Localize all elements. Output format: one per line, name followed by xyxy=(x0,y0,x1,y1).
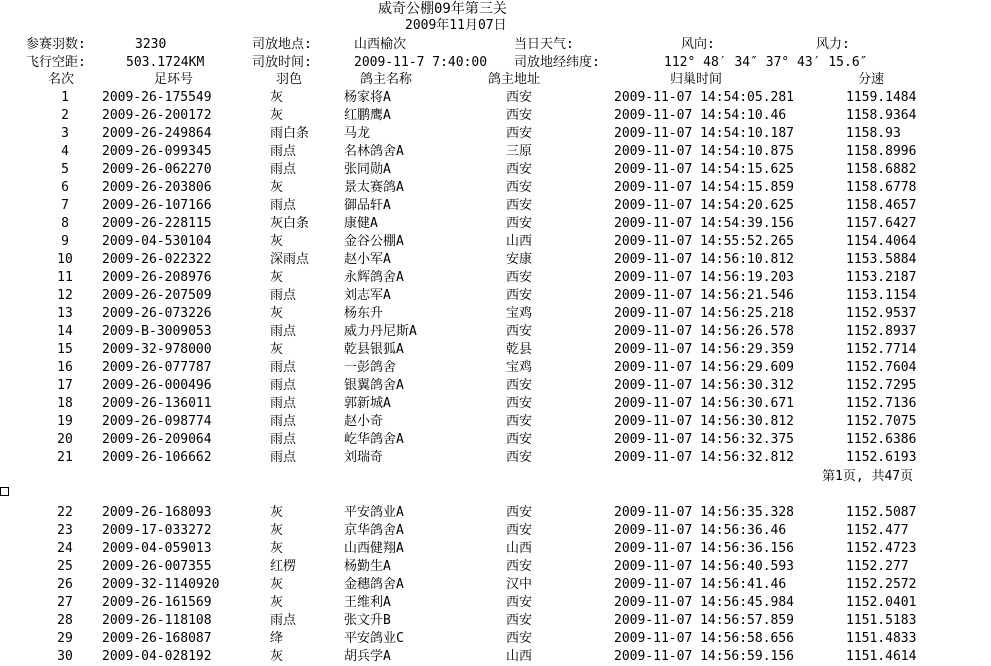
cell-time: 2009-11-07 14:56:10.812 xyxy=(614,252,795,267)
cell-rank: 18 xyxy=(57,396,73,411)
cell-addr: 西安 xyxy=(506,90,533,105)
cell-rank: 7 xyxy=(61,198,69,213)
cell-owner: 平安鸽业A xyxy=(344,505,404,520)
cell-color: 雨点 xyxy=(270,378,297,393)
table-row xyxy=(0,233,991,251)
document-date: 2009年11月07日 xyxy=(405,18,507,33)
cell-rank: 30 xyxy=(57,649,73,664)
table-row xyxy=(0,377,991,395)
cell-addr: 西安 xyxy=(506,198,533,213)
cell-speed: 1158.6778 xyxy=(846,180,917,195)
cell-addr: 山西 xyxy=(506,234,533,249)
cell-time: 2009-11-07 14:56:58.656 xyxy=(614,631,795,646)
cell-time: 2009-11-07 14:54:10.187 xyxy=(614,126,795,141)
table-row xyxy=(0,648,991,666)
table-row xyxy=(0,504,991,522)
cell-time: 2009-11-07 14:54:15.859 xyxy=(614,180,795,195)
cell-rank: 2 xyxy=(61,108,69,123)
table-row xyxy=(0,359,991,377)
cell-ring: 2009-26-161569 xyxy=(102,595,212,610)
cell-addr: 西安 xyxy=(506,450,533,465)
cell-ring: 2009-26-203806 xyxy=(102,180,212,195)
cell-addr: 山西 xyxy=(506,541,533,556)
column-headers xyxy=(0,71,991,89)
cell-rank: 3 xyxy=(61,126,69,141)
cell-time: 2009-11-07 14:56:36.46 xyxy=(614,523,787,538)
table-row xyxy=(0,305,991,323)
cell-color: 灰白条 xyxy=(270,216,310,231)
cell-rank: 14 xyxy=(57,324,73,339)
cell-ring: 2009-04-059013 xyxy=(102,541,212,556)
info-line-2 xyxy=(0,54,991,72)
cell-owner: 刘志军A xyxy=(344,288,391,303)
cell-speed: 1153.2187 xyxy=(846,270,917,285)
cell-speed: 1152.7604 xyxy=(846,360,917,375)
cell-owner: 杨勤生A xyxy=(344,559,391,574)
cell-owner: 屹华鸽舍A xyxy=(344,432,404,447)
cell-owner: 京华鸽舍A xyxy=(344,523,404,538)
cell-addr: 西安 xyxy=(506,595,533,610)
cell-speed: 1153.1154 xyxy=(846,288,917,303)
cell-color: 灰 xyxy=(270,108,284,123)
cell-owner: 郭新城A xyxy=(344,396,391,411)
cell-time: 2009-11-07 14:56:32.812 xyxy=(614,450,795,465)
cell-time: 2009-11-07 14:56:45.984 xyxy=(614,595,795,610)
cell-ring: 2009-04-028192 xyxy=(102,649,212,664)
cell-ring: 2009-26-168093 xyxy=(102,505,212,520)
cell-rank: 5 xyxy=(61,162,69,177)
cell-owner: 赵小军A xyxy=(344,252,391,267)
cell-rank: 19 xyxy=(57,414,73,429)
cell-ring: 2009-26-200172 xyxy=(102,108,212,123)
cell-addr: 宝鸡 xyxy=(506,360,533,375)
cell-speed: 1158.4657 xyxy=(846,198,917,213)
cell-owner: 张文升B xyxy=(344,613,391,628)
cell-ring: 2009-26-208976 xyxy=(102,270,212,285)
cell-speed: 1152.4723 xyxy=(846,541,917,556)
table-row xyxy=(0,107,991,125)
cell-color: 深雨点 xyxy=(270,252,310,267)
distance-label: 飞行空距: xyxy=(26,55,86,70)
cell-ring: 2009-B-3009053 xyxy=(102,324,212,339)
cell-speed: 1152.0401 xyxy=(846,595,917,610)
cell-speed: 1152.7136 xyxy=(846,396,917,411)
table-row xyxy=(0,594,991,612)
cell-ring: 2009-26-073226 xyxy=(102,306,212,321)
entries-label: 参赛羽数: xyxy=(26,37,86,52)
cell-time: 2009-11-07 14:56:32.375 xyxy=(614,432,795,447)
cell-speed: 1152.8937 xyxy=(846,324,917,339)
cell-color: 雨点 xyxy=(270,450,297,465)
cell-color: 雨点 xyxy=(270,198,297,213)
cell-addr: 西安 xyxy=(506,505,533,520)
cell-speed: 1154.4064 xyxy=(846,234,917,249)
cell-time: 2009-11-07 14:56:30.312 xyxy=(614,378,795,393)
weather-label: 当日天气: xyxy=(514,37,574,52)
cell-owner: 银翼鸽舍A xyxy=(344,378,404,393)
coords-label: 司放地经纬度: xyxy=(514,55,600,70)
cell-ring: 2009-26-000496 xyxy=(102,378,212,393)
cell-time: 2009-11-07 14:54:39.156 xyxy=(614,216,795,231)
cell-speed: 1152.277 xyxy=(846,559,909,574)
cell-time: 2009-11-07 14:56:30.812 xyxy=(614,414,795,429)
cell-speed: 1151.5183 xyxy=(846,613,917,628)
table-row xyxy=(0,612,991,630)
cell-rank: 13 xyxy=(57,306,73,321)
cell-addr: 乾县 xyxy=(506,342,533,357)
cell-rank: 21 xyxy=(57,450,73,465)
table-row xyxy=(0,558,991,576)
table-row xyxy=(0,161,991,179)
cell-time: 2009-11-07 14:54:10.46 xyxy=(614,108,787,123)
cell-owner: 威力丹尼斯A xyxy=(344,324,417,339)
cell-ring: 2009-26-007355 xyxy=(102,559,212,574)
cell-addr: 西安 xyxy=(506,396,533,411)
cell-rank: 29 xyxy=(57,631,73,646)
cell-speed: 1159.1484 xyxy=(846,90,917,105)
cell-addr: 西安 xyxy=(506,180,533,195)
table-row xyxy=(0,576,991,594)
distance-value: 503.1724KM xyxy=(126,55,205,70)
cell-ring: 2009-32-978000 xyxy=(102,342,212,357)
cell-time: 2009-11-07 14:56:35.328 xyxy=(614,505,795,520)
cell-color: 雨点 xyxy=(270,432,297,447)
cell-addr: 三原 xyxy=(506,144,533,159)
cell-addr: 西安 xyxy=(506,162,533,177)
cell-owner: 金穗鸽舍A xyxy=(344,577,404,592)
cell-color: 灰 xyxy=(270,180,284,195)
cell-time: 2009-11-07 14:56:25.218 xyxy=(614,306,795,321)
table-row xyxy=(0,197,991,215)
col-color-header: 羽色 xyxy=(276,72,303,87)
info-line-1 xyxy=(0,36,991,54)
cell-rank: 25 xyxy=(57,559,73,574)
cell-owner: 红鹏鹰A xyxy=(344,108,391,123)
cell-color: 雨白条 xyxy=(270,126,310,141)
cell-ring: 2009-26-077787 xyxy=(102,360,212,375)
cell-ring: 2009-26-175549 xyxy=(102,90,212,105)
cell-owner: 乾县银狐A xyxy=(344,342,404,357)
cell-color: 灰 xyxy=(270,270,284,285)
cell-rank: 9 xyxy=(61,234,69,249)
cell-rank: 17 xyxy=(57,378,73,393)
cell-addr: 西安 xyxy=(506,108,533,123)
wind-direction-label: 风向: xyxy=(681,37,715,52)
cell-time: 2009-11-07 14:54:10.875 xyxy=(614,144,795,159)
cell-color: 雨点 xyxy=(270,288,297,303)
cell-color: 雨点 xyxy=(270,613,297,628)
release-place-label: 司放地点: xyxy=(252,37,312,52)
cell-ring: 2009-26-062270 xyxy=(102,162,212,177)
cell-speed: 1158.93 xyxy=(846,126,901,141)
cell-owner: 一彭鸽舍 xyxy=(344,360,397,375)
cell-speed: 1152.9537 xyxy=(846,306,917,321)
cell-rank: 10 xyxy=(57,252,73,267)
cell-ring: 2009-26-168087 xyxy=(102,631,212,646)
cell-time: 2009-11-07 14:56:57.859 xyxy=(614,613,795,628)
cell-owner: 景太赛鸽A xyxy=(344,180,404,195)
cell-color: 灰 xyxy=(270,541,284,556)
cell-addr: 西安 xyxy=(506,559,533,574)
table-row xyxy=(0,449,991,467)
col-address-header: 鸽主地址 xyxy=(488,72,541,87)
cell-ring: 2009-26-118108 xyxy=(102,613,212,628)
cell-color: 灰 xyxy=(270,523,284,538)
cell-time: 2009-11-07 14:56:29.609 xyxy=(614,360,795,375)
cell-addr: 西安 xyxy=(506,288,533,303)
cell-color: 雨点 xyxy=(270,360,297,375)
cell-color: 灰 xyxy=(270,649,284,664)
cell-color: 雨点 xyxy=(270,414,297,429)
table-row xyxy=(0,522,991,540)
col-speed-header: 分速 xyxy=(858,72,885,87)
cell-rank: 12 xyxy=(57,288,73,303)
page-indicator: 第1页, 共47页 xyxy=(822,469,914,484)
cell-rank: 8 xyxy=(61,216,69,231)
table-row xyxy=(0,89,991,107)
table-row xyxy=(0,323,991,341)
release-time-value: 2009-11-7 7:40:00 xyxy=(354,55,488,70)
cell-color: 灰 xyxy=(270,234,284,249)
cell-owner: 金谷公棚A xyxy=(344,234,404,249)
cell-owner: 康健A xyxy=(344,216,378,231)
cell-time: 2009-11-07 14:54:05.281 xyxy=(614,90,795,105)
cell-speed: 1152.5087 xyxy=(846,505,917,520)
cell-ring: 2009-26-209064 xyxy=(102,432,212,447)
cell-speed: 1158.8996 xyxy=(846,144,917,159)
cell-time: 2009-11-07 14:56:41.46 xyxy=(614,577,787,592)
cell-owner: 杨家将A xyxy=(344,90,391,105)
cell-rank: 11 xyxy=(57,270,73,285)
document-title: 威奇公棚09年第三关 xyxy=(378,1,507,17)
cell-rank: 22 xyxy=(57,505,73,520)
entries-value: 3230 xyxy=(135,37,167,52)
cell-addr: 安康 xyxy=(506,252,533,267)
cell-addr: 宝鸡 xyxy=(506,306,533,321)
cell-time: 2009-11-07 14:54:20.625 xyxy=(614,198,795,213)
col-ring-header: 足环号 xyxy=(154,72,194,87)
cell-color: 灰 xyxy=(270,577,284,592)
col-owner-header: 鸽主名称 xyxy=(360,72,413,87)
cell-speed: 1158.6882 xyxy=(846,162,917,177)
cell-color: 红楞 xyxy=(270,559,297,574)
cell-color: 雨点 xyxy=(270,162,297,177)
cell-color: 灰 xyxy=(270,90,284,105)
cell-ring: 2009-26-099345 xyxy=(102,144,212,159)
coords-value: 112° 48′ 34″ 37° 43′ 15.6″ xyxy=(664,55,868,70)
cell-ring: 2009-26-022322 xyxy=(102,252,212,267)
table-row xyxy=(0,215,991,233)
cell-owner: 永辉鸽舍A xyxy=(344,270,404,285)
cell-ring: 2009-26-106662 xyxy=(102,450,212,465)
cell-color: 灰 xyxy=(270,306,284,321)
col-time-header: 归巢时间 xyxy=(670,72,723,87)
cell-color: 雨点 xyxy=(270,144,297,159)
cell-owner: 名林鸽舍A xyxy=(344,144,404,159)
cell-speed: 1153.5884 xyxy=(846,252,917,267)
cell-color: 雨点 xyxy=(270,324,297,339)
table-row xyxy=(0,431,991,449)
cell-speed: 1152.477 xyxy=(846,523,909,538)
cell-rank: 27 xyxy=(57,595,73,610)
cell-speed: 1151.4614 xyxy=(846,649,917,664)
cell-color: 灰 xyxy=(270,342,284,357)
cell-speed: 1152.6386 xyxy=(846,432,917,447)
cell-rank: 24 xyxy=(57,541,73,556)
cell-speed: 1157.6427 xyxy=(846,216,917,231)
cell-addr: 汉中 xyxy=(506,577,533,592)
cell-rank: 1 xyxy=(61,90,69,105)
cell-owner: 杨东升 xyxy=(344,306,384,321)
cell-ring: 2009-32-1140920 xyxy=(102,577,220,592)
cell-addr: 西安 xyxy=(506,613,533,628)
cell-addr: 西安 xyxy=(506,378,533,393)
table-row xyxy=(0,269,991,287)
cell-time: 2009-11-07 14:56:59.156 xyxy=(614,649,795,664)
cell-owner: 御品轩A xyxy=(344,198,391,213)
cell-speed: 1152.7714 xyxy=(846,342,917,357)
cell-time: 2009-11-07 14:56:29.359 xyxy=(614,342,795,357)
cell-time: 2009-11-07 14:56:40.593 xyxy=(614,559,795,574)
cell-color: 灰 xyxy=(270,595,284,610)
cell-addr: 山西 xyxy=(506,649,533,664)
cell-ring: 2009-26-107166 xyxy=(102,198,212,213)
cell-time: 2009-11-07 14:56:21.546 xyxy=(614,288,795,303)
cell-addr: 西安 xyxy=(506,126,533,141)
cell-owner: 马龙 xyxy=(344,126,371,141)
cell-rank: 28 xyxy=(57,613,73,628)
table-row xyxy=(0,287,991,305)
cell-owner: 赵小奇 xyxy=(344,414,384,429)
cell-ring: 2009-17-033272 xyxy=(102,523,212,538)
cell-ring: 2009-26-098774 xyxy=(102,414,212,429)
cell-speed: 1152.7295 xyxy=(846,378,917,393)
cell-owner: 刘瑞奇 xyxy=(344,450,384,465)
release-time-label: 司放时间: xyxy=(252,55,312,70)
table-row xyxy=(0,630,991,648)
table-row xyxy=(0,413,991,431)
cell-addr: 西安 xyxy=(506,324,533,339)
cell-owner: 张同勋A xyxy=(344,162,391,177)
cell-ring: 2009-04-530104 xyxy=(102,234,212,249)
table-row xyxy=(0,540,991,558)
page-break-marker xyxy=(0,487,9,496)
cell-color: 雨点 xyxy=(270,396,297,411)
cell-speed: 1152.6193 xyxy=(846,450,917,465)
cell-ring: 2009-26-136011 xyxy=(102,396,212,411)
cell-time: 2009-11-07 14:56:26.578 xyxy=(614,324,795,339)
cell-color: 灰 xyxy=(270,505,284,520)
cell-time: 2009-11-07 14:54:15.625 xyxy=(614,162,795,177)
cell-addr: 西安 xyxy=(506,523,533,538)
cell-speed: 1152.7075 xyxy=(846,414,917,429)
table-row xyxy=(0,125,991,143)
table-row xyxy=(0,143,991,161)
cell-owner: 山西健翔A xyxy=(344,541,404,556)
col-rank-header: 名次 xyxy=(48,72,75,87)
cell-rank: 23 xyxy=(57,523,73,538)
table-row xyxy=(0,251,991,269)
table-row xyxy=(0,179,991,197)
cell-rank: 15 xyxy=(57,342,73,357)
cell-rank: 4 xyxy=(61,144,69,159)
cell-time: 2009-11-07 14:56:30.671 xyxy=(614,396,795,411)
cell-addr: 西安 xyxy=(506,414,533,429)
cell-time: 2009-11-07 14:56:36.156 xyxy=(614,541,795,556)
cell-owner: 王维利A xyxy=(344,595,391,610)
table-row xyxy=(0,341,991,359)
cell-addr: 西安 xyxy=(506,270,533,285)
cell-ring: 2009-26-207509 xyxy=(102,288,212,303)
release-place-value: 山西榆次 xyxy=(354,37,407,52)
cell-ring: 2009-26-228115 xyxy=(102,216,212,231)
cell-rank: 20 xyxy=(57,432,73,447)
cell-speed: 1151.4833 xyxy=(846,631,917,646)
cell-rank: 6 xyxy=(61,180,69,195)
cell-addr: 西安 xyxy=(506,432,533,447)
cell-time: 2009-11-07 14:56:19.203 xyxy=(614,270,795,285)
cell-ring: 2009-26-249864 xyxy=(102,126,212,141)
cell-owner: 胡兵学A xyxy=(344,649,391,664)
cell-addr: 西安 xyxy=(506,216,533,231)
cell-speed: 1158.9364 xyxy=(846,108,917,123)
cell-time: 2009-11-07 14:55:52.265 xyxy=(614,234,795,249)
wind-force-label: 风力: xyxy=(816,37,850,52)
table-row xyxy=(0,395,991,413)
cell-addr: 西安 xyxy=(506,631,533,646)
cell-speed: 1152.2572 xyxy=(846,577,917,592)
cell-rank: 16 xyxy=(57,360,73,375)
cell-owner: 平安鸽业C xyxy=(344,631,404,646)
cell-color: 绛 xyxy=(270,631,284,646)
cell-rank: 26 xyxy=(57,577,73,592)
